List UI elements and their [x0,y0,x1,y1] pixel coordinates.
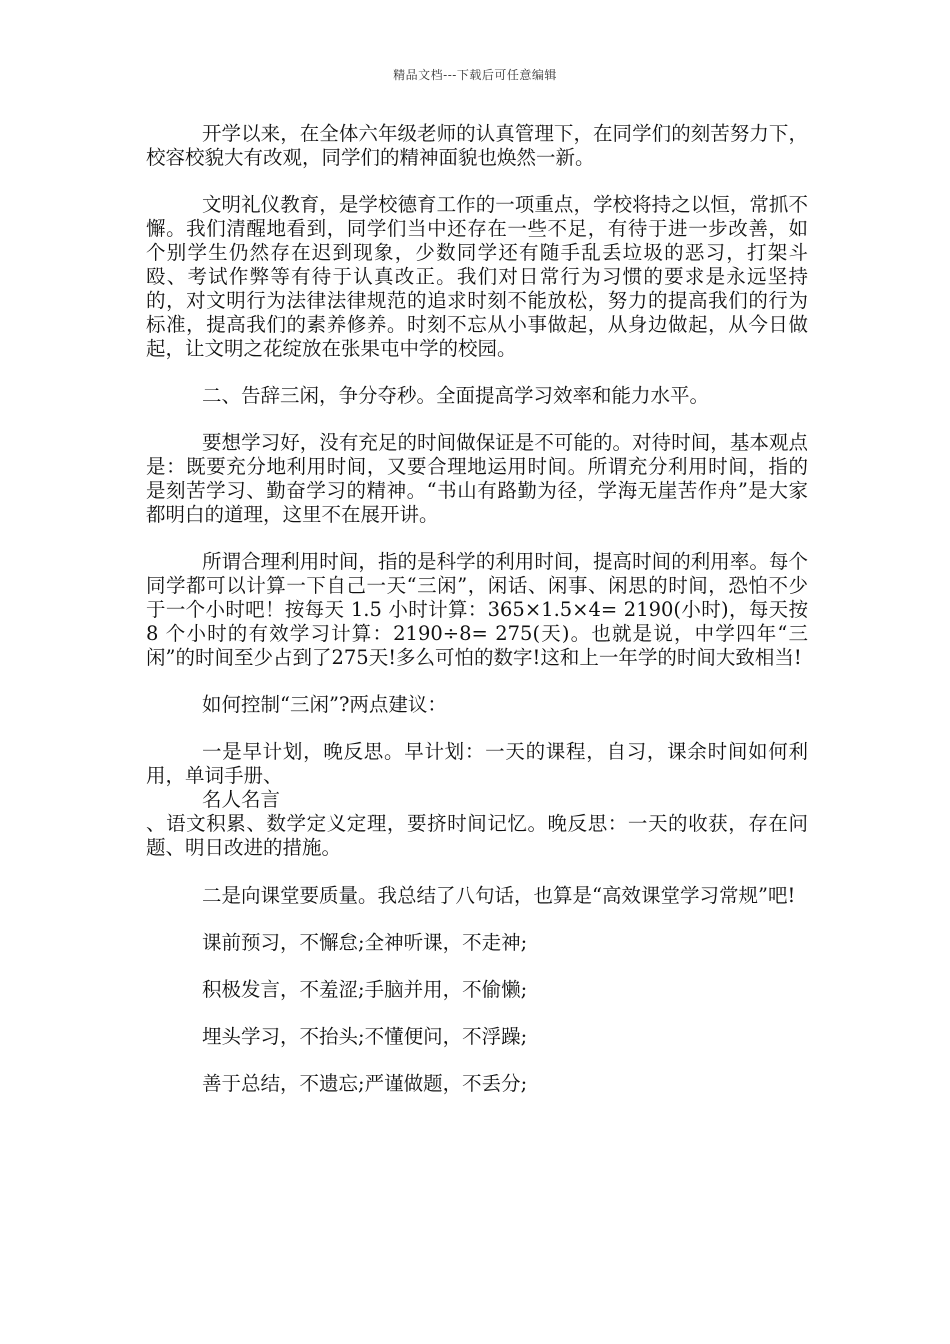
paragraph-time-importance: 要想学习好，没有充足的时间做保证是不可能的。对待时间，基本观点是：既要充分地利用时间，又要合理地运用时间。所谓充分利用时间，指的是刻苦学习、勤奋学习的精神。“书山有路勤为径，学海无崖苦作舟”是大家都明白的道理，这里不在展开讲。 [146,431,808,526]
paragraph-opening: 开学以来，在全体六年级老师的认真管理下，在同学们的刻苦努力下，校容校貌大有改观，同学们的精神面貌也焕然一新。 [146,122,808,169]
rule-line-1: 课前预习，不懈怠;全神听课，不走神; [202,931,528,954]
paragraph-section-two-heading: 二、告辞三闲，争分夺秒。全面提高学习效率和能力水平。 [202,384,710,407]
paragraph-early-plan-part1: 一是早计划，晚反思。早计划：一天的课程，自习，课余时间如何利用，单词手册、 [146,740,808,787]
paragraph-time-calculation: 所谓合理利用时间，指的是科学的利用时间，提高时间的利用率。每个同学都可以计算一下自己一天“三闲”，闲话、闲事、闲思的时间，恐怕不少于一个小时吧！按每天 1.5 小时计算：365×1.5×4= 2190(小时)，每天按 8 个小时的有效学习计算：2190÷8= 275(天)。也就是说，中学四年“三闲”的时间至少占到了275天!多么可怕的数字!这和上一年学的时间大致相当! [146,550,808,669]
document-body [146,122,808,1119]
paragraph-early-plan-late-reflect [146,740,808,860]
paragraph-two-suggestions: 如何控制“三闲”?两点建议： [202,693,447,716]
page-header: 精品文档---下载后可任意编辑 [393,68,557,82]
paragraph-etiquette-education: 文明礼仪教育，是学校德育工作的一项重点，学校将持之以恒，常抓不懈。我们清醒地看到，同学们当中还存在一些不足，有待于进一步改善，如个别学生仍然存在迟到现象，少数同学还有随手乱丢垃圾的恶习，打架斗殴、考试作弊等有待于认真改正。我们对日常行为习惯的要求是永远坚持的，对文明行为法律法律规范的追求时刻不能放松，努力的提高我们的行为标准，提高我们的素养修养。时刻不忘从小事做起，从身边做起，从今日做起，让文明之花绽放在张果屯中学的校园。 [146,193,808,360]
rule-line-2: 积极发言，不羞涩;手脑并用，不偷懒; [202,978,528,1001]
rule-line-3: 埋头学习，不抬头;不懂便问，不浮躁; [202,1025,528,1048]
paragraph-early-plan-part3: 、语文积累、数学定义定理，要挤时间记忆。晚反思：一天的收获，存在问题、明日改进的措施。 [146,812,808,859]
rule-line-4: 善于总结，不遗忘;严谨做题，不丢分; [202,1072,528,1095]
paragraph-early-plan-part2: 名人名言 [202,788,281,811]
paragraph-classroom-quality: 二是向课堂要质量。我总结了八句话，也算是“高效课堂学习常规”吧! [202,884,796,907]
